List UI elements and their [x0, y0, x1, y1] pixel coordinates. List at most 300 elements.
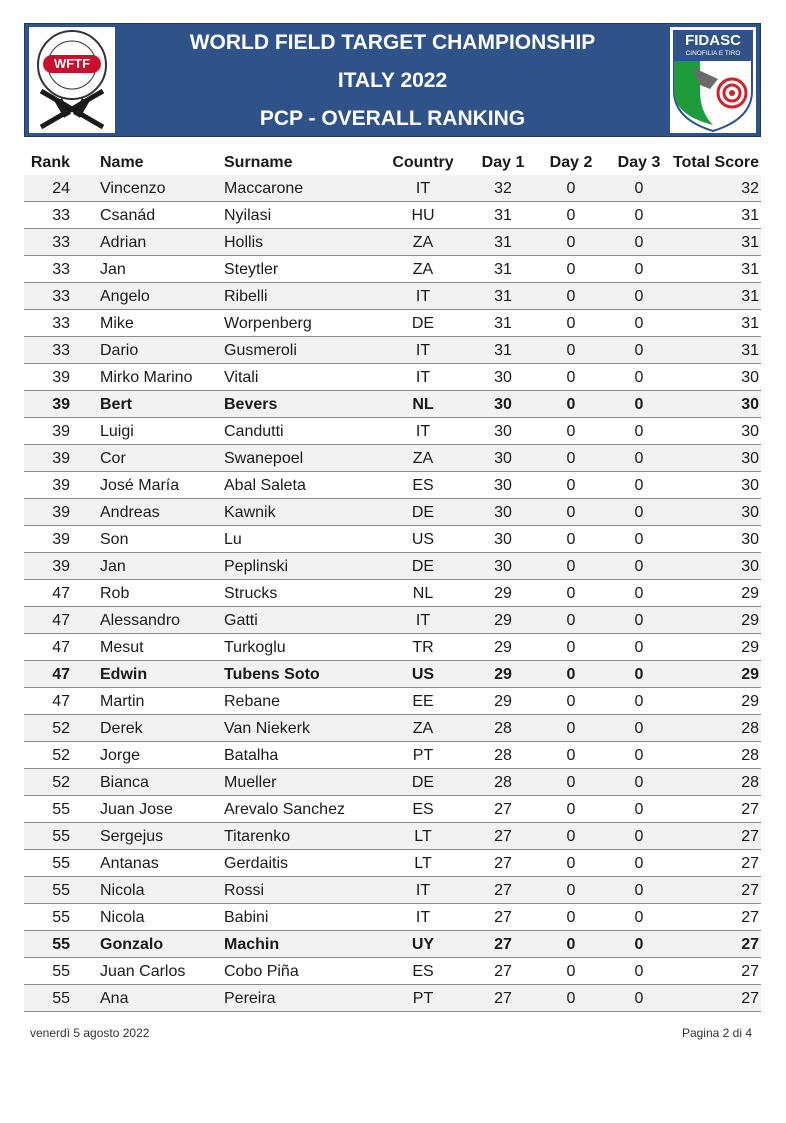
- cell-day2: 0: [566, 882, 576, 899]
- cell-day3: 0: [634, 315, 644, 332]
- cell-total: 32: [741, 180, 759, 197]
- cell-name: Alessandro: [100, 612, 181, 629]
- cell-total: 28: [741, 774, 759, 791]
- cell-surname: Pereira: [224, 990, 276, 1007]
- cell-surname: Kawnik: [224, 504, 276, 521]
- table-row: [24, 553, 761, 580]
- cell-rank: 52: [52, 774, 70, 791]
- cell-total: 30: [741, 531, 759, 548]
- cell-day1: 27: [494, 936, 512, 953]
- cell-day2: 0: [566, 261, 576, 278]
- table-row: [24, 526, 761, 553]
- cell-surname: Worpenberg: [224, 315, 312, 332]
- cell-rank: 33: [52, 207, 70, 224]
- cell-name: Andreas: [100, 504, 160, 521]
- cell-total: 29: [741, 693, 759, 710]
- cell-rank: 39: [52, 477, 70, 494]
- cell-rank: 39: [52, 558, 70, 575]
- cell-surname: Rebane: [224, 693, 281, 710]
- cell-day3: 0: [634, 909, 644, 926]
- cell-day2: 0: [566, 612, 576, 629]
- cell-name: Rob: [100, 585, 130, 602]
- cell-day2: 0: [566, 693, 576, 710]
- table-row: [24, 958, 761, 985]
- cell-total: 27: [741, 882, 759, 899]
- cell-day2: 0: [566, 774, 576, 791]
- cell-total: 27: [741, 801, 759, 818]
- cell-name: Martin: [100, 693, 145, 710]
- cell-day2: 0: [566, 234, 576, 251]
- cell-surname: Ribelli: [224, 288, 268, 305]
- cell-name: Cor: [100, 450, 126, 467]
- cell-country: IT: [415, 288, 431, 305]
- cell-country: HU: [411, 207, 435, 224]
- cell-day3: 0: [634, 180, 644, 197]
- cell-rank: 55: [52, 936, 70, 953]
- cell-surname: Batalha: [224, 747, 279, 764]
- table-row: [24, 418, 761, 445]
- cell-day1: 31: [494, 234, 512, 251]
- cell-day1: 27: [494, 882, 512, 899]
- cell-day2: 0: [566, 342, 576, 359]
- cell-name: Nicola: [100, 909, 145, 926]
- table-row: [24, 688, 761, 715]
- cell-day2: 0: [566, 855, 576, 872]
- cell-country: IT: [415, 342, 431, 359]
- column-header-day3: Day 3: [617, 154, 661, 171]
- cell-surname: Vitali: [224, 369, 259, 386]
- cell-surname: Gatti: [224, 612, 258, 629]
- cell-country: IT: [415, 612, 431, 629]
- cell-day3: 0: [634, 612, 644, 629]
- cell-rank: 33: [52, 342, 70, 359]
- cell-day1: 30: [494, 369, 512, 386]
- cell-rank: 55: [52, 909, 70, 926]
- cell-day3: 0: [634, 693, 644, 710]
- cell-day1: 27: [494, 801, 512, 818]
- table-row: [24, 715, 761, 742]
- cell-country: UY: [411, 936, 435, 953]
- column-header-day2: Day 2: [549, 154, 593, 171]
- cell-rank: 47: [52, 666, 70, 683]
- cell-country: ZA: [412, 720, 434, 737]
- cell-name: Jan: [100, 261, 126, 278]
- cell-surname: Babini: [224, 909, 269, 926]
- column-header-name: Name: [100, 154, 144, 171]
- cell-day1: 27: [494, 963, 512, 980]
- table-row: [24, 850, 761, 877]
- cell-name: Antanas: [100, 855, 159, 872]
- table-row: [24, 472, 761, 499]
- cell-day1: 30: [494, 477, 512, 494]
- cell-surname: Machin: [224, 936, 280, 953]
- cell-day3: 0: [634, 288, 644, 305]
- cell-name: Csanád: [100, 207, 156, 224]
- cell-day2: 0: [566, 666, 576, 683]
- cell-day3: 0: [634, 504, 644, 521]
- cell-day3: 0: [634, 747, 644, 764]
- cell-country: LT: [414, 828, 432, 845]
- cell-country: ZA: [412, 450, 434, 467]
- cell-country: PT: [412, 990, 434, 1007]
- cell-total: 31: [741, 261, 759, 278]
- cell-name: Mirko Marino: [100, 369, 193, 386]
- cell-country: DE: [411, 315, 435, 332]
- table-row: [24, 337, 761, 364]
- cell-rank: 52: [52, 747, 70, 764]
- cell-total: 30: [741, 423, 759, 440]
- cell-total: 30: [741, 504, 759, 521]
- cell-day2: 0: [566, 531, 576, 548]
- cell-surname: Van Niekerk: [224, 720, 310, 737]
- cell-day1: 30: [494, 558, 512, 575]
- cell-day1: 32: [494, 180, 512, 197]
- cell-rank: 39: [52, 531, 70, 548]
- cell-day1: 31: [494, 315, 512, 332]
- cell-surname: Arevalo Sanchez: [224, 801, 345, 818]
- cell-day3: 0: [634, 558, 644, 575]
- table-row: [24, 256, 761, 283]
- cell-day2: 0: [566, 828, 576, 845]
- cell-rank: 33: [52, 288, 70, 305]
- cell-rank: 55: [52, 990, 70, 1007]
- cell-country: ZA: [412, 261, 434, 278]
- cell-name: Son: [100, 531, 129, 548]
- cell-day1: 30: [494, 396, 512, 413]
- cell-day1: 29: [494, 693, 512, 710]
- table-row: [24, 661, 761, 688]
- cell-day1: 28: [494, 747, 512, 764]
- cell-name: Sergejus: [100, 828, 164, 845]
- cell-surname: Mueller: [224, 774, 277, 791]
- title-line-1: WORLD FIELD TARGET CHAMPIONSHIP: [189, 31, 596, 54]
- cell-total: 31: [741, 288, 759, 305]
- fidasc-logo: [670, 27, 756, 133]
- cell-day3: 0: [634, 531, 644, 548]
- ranking-table: [24, 150, 761, 1012]
- cell-day2: 0: [566, 288, 576, 305]
- table-row: [24, 310, 761, 337]
- cell-rank: 55: [52, 855, 70, 872]
- cell-day3: 0: [634, 207, 644, 224]
- cell-country: NL: [412, 396, 434, 413]
- table-row: [24, 877, 761, 904]
- table-body: [24, 175, 761, 1012]
- cell-surname: Swanepoel: [224, 450, 304, 467]
- cell-rank: 47: [52, 693, 70, 710]
- cell-name: Bert: [100, 396, 133, 413]
- cell-name: José María: [100, 477, 180, 494]
- cell-surname: Turkoglu: [224, 639, 286, 656]
- cell-day3: 0: [634, 423, 644, 440]
- cell-day3: 0: [634, 639, 644, 656]
- cell-name: Gonzalo: [100, 936, 164, 953]
- footer-page-number: Pagina 2 di 4: [681, 1026, 752, 1040]
- cell-name: Nicola: [100, 882, 145, 899]
- cell-total: 30: [741, 477, 759, 494]
- table-row: [24, 904, 761, 931]
- cell-day2: 0: [566, 477, 576, 494]
- cell-name: Juan Carlos: [100, 963, 186, 980]
- table-row: [24, 985, 761, 1012]
- cell-country: IT: [415, 882, 431, 899]
- column-header-total: Total Score: [673, 154, 759, 171]
- table-row: [24, 931, 761, 958]
- cell-day2: 0: [566, 801, 576, 818]
- table-row: [24, 283, 761, 310]
- cell-country: LT: [414, 855, 432, 872]
- cell-day2: 0: [566, 315, 576, 332]
- cell-total: 30: [741, 369, 759, 386]
- cell-total: 31: [741, 234, 759, 251]
- cell-rank: 47: [52, 585, 70, 602]
- cell-rank: 47: [52, 639, 70, 656]
- cell-total: 27: [741, 963, 759, 980]
- title-line-2: ITALY 2022: [337, 69, 448, 92]
- cell-day3: 0: [634, 477, 644, 494]
- cell-surname: Steytler: [224, 261, 279, 278]
- table-row: [24, 580, 761, 607]
- cell-rank: 47: [52, 612, 70, 629]
- table-row: [24, 175, 761, 202]
- cell-name: Angelo: [100, 288, 150, 305]
- table-header: [24, 150, 761, 175]
- column-header-surname: Surname: [224, 154, 293, 171]
- cell-surname: Peplinski: [224, 558, 289, 575]
- cell-name: Edwin: [100, 666, 148, 683]
- cell-day3: 0: [634, 828, 644, 845]
- cell-name: Mesut: [100, 639, 144, 656]
- cell-day2: 0: [566, 396, 576, 413]
- cell-country: PT: [412, 747, 434, 764]
- cell-total: 27: [741, 909, 759, 926]
- cell-total: 28: [741, 747, 759, 764]
- cell-country: TR: [412, 639, 434, 656]
- cell-day2: 0: [566, 207, 576, 224]
- cell-day1: 29: [494, 585, 512, 602]
- table-row: [24, 607, 761, 634]
- footer-date: venerdì 5 agosto 2022: [30, 1026, 150, 1040]
- cell-day2: 0: [566, 585, 576, 602]
- cell-surname: Abal Saleta: [224, 477, 306, 494]
- cell-day2: 0: [566, 963, 576, 980]
- cell-total: 30: [741, 396, 759, 413]
- cell-day2: 0: [566, 504, 576, 521]
- cell-name: Luigi: [100, 423, 134, 440]
- cell-name: Jan: [100, 558, 126, 575]
- table-row: [24, 823, 761, 850]
- cell-name: Juan Jose: [100, 801, 173, 818]
- table-row: [24, 634, 761, 661]
- cell-total: 29: [741, 612, 759, 629]
- cell-day1: 31: [494, 207, 512, 224]
- cell-surname: Nyilasi: [224, 207, 272, 224]
- cell-day3: 0: [634, 855, 644, 872]
- cell-day1: 31: [494, 342, 512, 359]
- cell-day3: 0: [634, 450, 644, 467]
- cell-name: Adrian: [100, 234, 147, 251]
- cell-surname: Gusmeroli: [224, 342, 297, 359]
- cell-country: IT: [415, 180, 431, 197]
- cell-country: US: [411, 531, 435, 548]
- cell-total: 31: [741, 342, 759, 359]
- cell-day1: 28: [494, 720, 512, 737]
- cell-rank: 39: [52, 396, 70, 413]
- cell-surname: Titarenko: [224, 828, 291, 845]
- cell-surname: Strucks: [224, 585, 278, 602]
- cell-country: DE: [411, 774, 435, 791]
- table-row: [24, 742, 761, 769]
- cell-total: 30: [741, 558, 759, 575]
- cell-rank: 24: [52, 180, 70, 197]
- cell-total: 27: [741, 990, 759, 1007]
- cell-day1: 30: [494, 531, 512, 548]
- cell-day3: 0: [634, 369, 644, 386]
- cell-day1: 27: [494, 855, 512, 872]
- cell-total: 29: [741, 639, 759, 656]
- table-row: [24, 769, 761, 796]
- cell-total: 29: [741, 585, 759, 602]
- column-header-day1: Day 1: [481, 154, 525, 171]
- cell-day1: 29: [494, 612, 512, 629]
- cell-day2: 0: [566, 423, 576, 440]
- cell-surname: Maccarone: [224, 180, 304, 197]
- cell-country: IT: [415, 423, 431, 440]
- cell-surname: Tubens Soto: [224, 666, 320, 683]
- cell-surname: Bevers: [224, 396, 278, 413]
- cell-rank: 55: [52, 882, 70, 899]
- cell-rank: 33: [52, 234, 70, 251]
- cell-day3: 0: [634, 342, 644, 359]
- cell-total: 27: [741, 828, 759, 845]
- cell-day3: 0: [634, 396, 644, 413]
- cell-country: ZA: [412, 234, 434, 251]
- cell-rank: 39: [52, 369, 70, 386]
- cell-surname: Hollis: [224, 234, 264, 251]
- cell-surname: Gerdaitis: [224, 855, 289, 872]
- cell-day1: 30: [494, 423, 512, 440]
- cell-name: Bianca: [100, 774, 149, 791]
- cell-day3: 0: [634, 234, 644, 251]
- cell-country: ES: [412, 963, 434, 980]
- cell-country: EE: [412, 693, 434, 710]
- cell-total: 29: [741, 666, 759, 683]
- cell-day1: 31: [494, 261, 512, 278]
- cell-rank: 39: [52, 504, 70, 521]
- cell-day3: 0: [634, 882, 644, 899]
- cell-name: Ana: [100, 990, 129, 1007]
- cell-day3: 0: [634, 585, 644, 602]
- cell-total: 27: [741, 855, 759, 872]
- cell-day2: 0: [566, 747, 576, 764]
- cell-day3: 0: [634, 990, 644, 1007]
- table-row: [24, 445, 761, 472]
- cell-day1: 28: [494, 774, 512, 791]
- cell-surname: Candutti: [224, 423, 284, 440]
- table-row: [24, 202, 761, 229]
- wftf-logo-text: WFTF: [53, 56, 91, 71]
- cell-rank: 39: [52, 450, 70, 467]
- cell-total: 31: [741, 315, 759, 332]
- cell-total: 31: [741, 207, 759, 224]
- cell-day1: 30: [494, 504, 512, 521]
- cell-country: US: [411, 666, 435, 683]
- column-header-rank: Rank: [30, 154, 70, 171]
- cell-name: Mike: [100, 315, 134, 332]
- title-line-3: PCP - OVERALL RANKING: [259, 107, 526, 130]
- cell-day2: 0: [566, 990, 576, 1007]
- cell-name: Vincenzo: [100, 180, 166, 197]
- cell-country: ES: [412, 801, 434, 818]
- cell-day3: 0: [634, 261, 644, 278]
- cell-surname: Rossi: [224, 882, 265, 899]
- cell-day1: 29: [494, 666, 512, 683]
- cell-day2: 0: [566, 936, 576, 953]
- cell-day3: 0: [634, 720, 644, 737]
- cell-day2: 0: [566, 720, 576, 737]
- cell-country: DE: [411, 504, 435, 521]
- cell-rank: 55: [52, 801, 70, 818]
- cell-rank: 33: [52, 315, 70, 332]
- cell-rank: 33: [52, 261, 70, 278]
- cell-day3: 0: [634, 666, 644, 683]
- title-banner: [24, 23, 761, 137]
- fidasc-logo-subtext: CINOFILIA E TIRO: [685, 50, 741, 57]
- cell-day2: 0: [566, 558, 576, 575]
- cell-day3: 0: [634, 963, 644, 980]
- cell-day2: 0: [566, 450, 576, 467]
- cell-name: Dario: [100, 342, 139, 359]
- cell-surname: Cobo Piña: [224, 963, 299, 980]
- cell-total: 27: [741, 936, 759, 953]
- cell-name: Derek: [100, 720, 143, 737]
- table-row: [24, 229, 761, 256]
- cell-day2: 0: [566, 909, 576, 926]
- cell-day3: 0: [634, 774, 644, 791]
- cell-rank: 52: [52, 720, 70, 737]
- cell-country: IT: [415, 909, 431, 926]
- cell-day3: 0: [634, 801, 644, 818]
- cell-name: Jorge: [100, 747, 141, 764]
- cell-total: 30: [741, 450, 759, 467]
- cell-rank: 39: [52, 423, 70, 440]
- cell-day1: 31: [494, 288, 512, 305]
- column-header-country: Country: [392, 154, 454, 171]
- cell-total: 28: [741, 720, 759, 737]
- cell-day1: 29: [494, 639, 512, 656]
- cell-country: ES: [412, 477, 434, 494]
- table-row: [24, 364, 761, 391]
- cell-country: NL: [412, 585, 434, 602]
- cell-day1: 27: [494, 828, 512, 845]
- cell-day3: 0: [634, 936, 644, 953]
- cell-country: DE: [411, 558, 435, 575]
- fidasc-logo-text: FIDASC: [685, 32, 741, 49]
- cell-day2: 0: [566, 180, 576, 197]
- cell-country: IT: [415, 369, 431, 386]
- cell-rank: 55: [52, 963, 70, 980]
- cell-day1: 27: [494, 990, 512, 1007]
- cell-rank: 55: [52, 828, 70, 845]
- cell-day1: 30: [494, 450, 512, 467]
- cell-day2: 0: [566, 369, 576, 386]
- cell-surname: Lu: [224, 531, 242, 548]
- table-row: [24, 499, 761, 526]
- cell-day1: 27: [494, 909, 512, 926]
- table-row: [24, 391, 761, 418]
- table-row: [24, 796, 761, 823]
- cell-day2: 0: [566, 639, 576, 656]
